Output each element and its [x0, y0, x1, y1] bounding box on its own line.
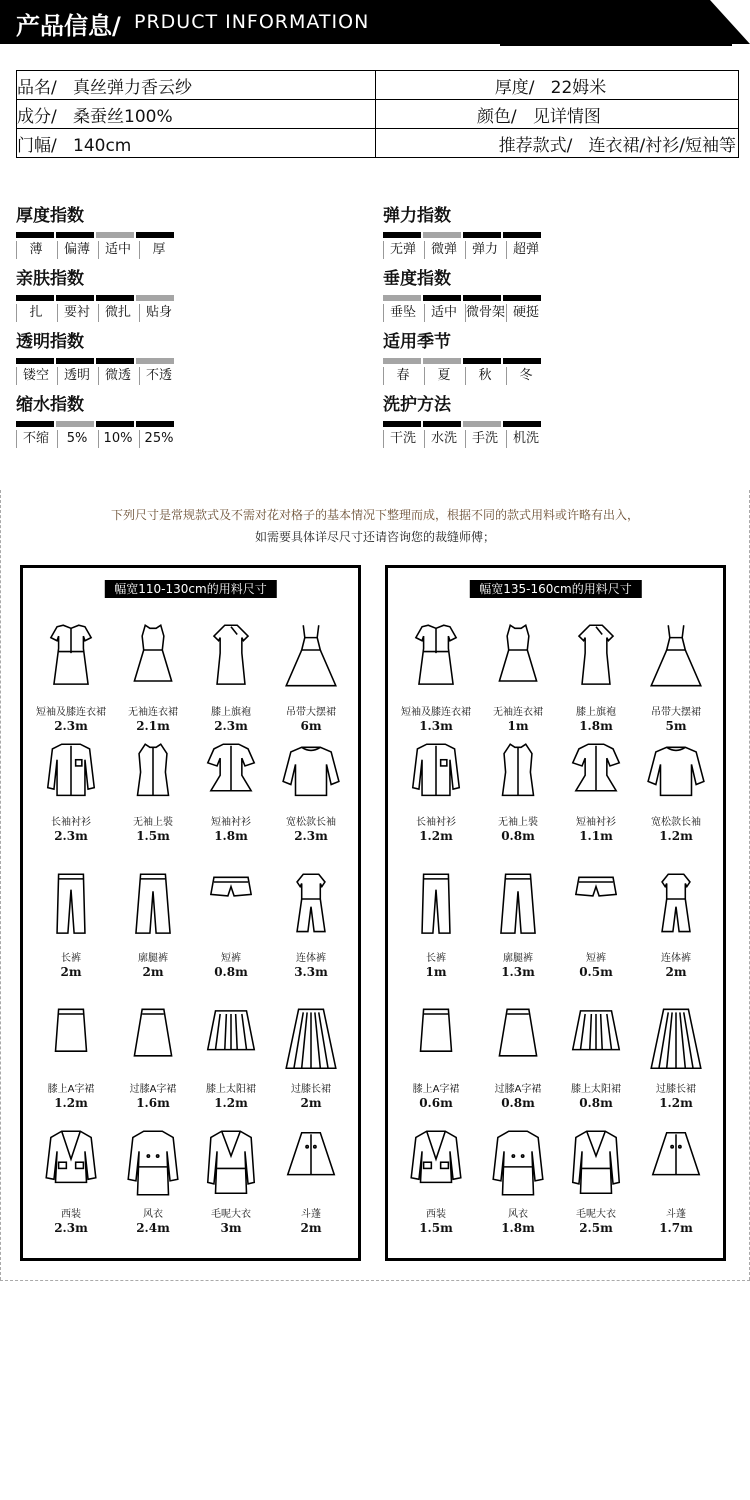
page-title: 产品信息/ — [16, 12, 121, 40]
garment-fabric-length: 3.3m — [294, 965, 328, 979]
index-tick-label: 适中 — [424, 304, 463, 322]
a-skirt-icon — [487, 993, 549, 1083]
garment-item — [556, 1118, 636, 1236]
garment-item — [191, 1118, 271, 1236]
peplum-shirt-icon — [565, 736, 627, 816]
garment-name: 膝上旗袍 — [211, 707, 251, 718]
garment-fabric-length: 1.2m — [419, 829, 453, 843]
index-tick-label: 春 — [383, 367, 422, 385]
index-block — [383, 267, 613, 322]
fabric-panel-narrow — [20, 565, 361, 1261]
info-cell — [376, 71, 739, 100]
garment-item — [191, 993, 271, 1111]
garment-fabric-length: 1.2m — [214, 1096, 248, 1110]
garment-item — [396, 608, 476, 734]
index-block — [383, 204, 613, 259]
garment-fabric-length: 1.2m — [659, 1096, 693, 1110]
blazer-icon — [405, 1118, 467, 1208]
divider — [0, 1280, 750, 1281]
index-segment — [136, 232, 174, 238]
garment-item — [113, 860, 193, 980]
index-tick-label: 超弹 — [506, 241, 545, 259]
garment-fabric-length: 0.5m — [579, 965, 613, 979]
index-segment — [423, 295, 461, 301]
index-block — [383, 330, 613, 385]
info-cell — [17, 100, 376, 129]
a-skirt-icon — [122, 993, 184, 1083]
info-cell — [17, 129, 376, 158]
gown-icon — [280, 608, 342, 706]
garment-fabric-length: 6m — [300, 719, 322, 733]
garment-item — [31, 993, 111, 1111]
garment-item — [636, 608, 716, 734]
garment-fabric-length: 1m — [425, 965, 447, 979]
index-tick-label: 冬 — [506, 367, 545, 385]
garment-fabric-length: 2m — [665, 965, 687, 979]
index-tick-label: 微透 — [98, 367, 137, 385]
pleated-skirt-icon — [200, 993, 262, 1083]
garment-item — [478, 860, 558, 980]
garment-name: 吊带大摆裙 — [651, 707, 701, 718]
garment-fabric-length: 2m — [142, 965, 164, 979]
index-tick-label: 垂坠 — [383, 304, 422, 322]
index-bar — [16, 295, 246, 301]
garment-item — [191, 608, 271, 734]
index-bar — [383, 295, 613, 301]
info-label: 厚度/ — [494, 77, 535, 98]
garment-fabric-length: 1m — [507, 719, 529, 733]
cape-icon — [280, 1118, 342, 1208]
index-segment — [423, 232, 461, 238]
jumpsuit-icon — [645, 860, 707, 952]
garment-name: 膝上太阳裙 — [206, 1084, 256, 1095]
garment-item — [478, 736, 558, 844]
garment-name: 风衣 — [508, 1209, 528, 1220]
garment-item — [636, 1118, 716, 1236]
garment-item — [191, 736, 271, 844]
index-segment — [463, 358, 501, 364]
shirt-dress-icon — [40, 608, 102, 706]
index-title: 透明指数 — [16, 332, 84, 352]
panel-title: 幅宽110-130cm的用料尺寸 — [104, 580, 276, 598]
index-tick-label: 微扎 — [98, 304, 137, 322]
info-label: 品名/ — [17, 77, 57, 98]
garment-fabric-length: 3m — [220, 1221, 242, 1235]
info-label: 推荐款式/ — [498, 135, 573, 156]
garment-item — [113, 993, 193, 1111]
garment-name: 膝上A字裙 — [47, 1084, 95, 1095]
index-segment — [136, 421, 174, 427]
garment-fabric-length: 1.8m — [214, 829, 248, 843]
info-value: 真丝弹力香云纱 — [73, 77, 192, 98]
index-tick-label: 适中 — [98, 241, 137, 259]
garment-item — [556, 860, 636, 980]
page-subtitle: PRDUCT INFORMATION — [134, 11, 370, 33]
info-label: 门幅/ — [17, 135, 57, 156]
garment-item — [478, 608, 558, 734]
garment-fabric-length: 2.3m — [54, 829, 88, 843]
index-block — [16, 393, 246, 448]
garment-fabric-length: 2m — [300, 1221, 322, 1235]
table-row — [17, 71, 739, 100]
garment-name: 膝上旗袍 — [576, 707, 616, 718]
index-bar — [383, 421, 613, 427]
garment-fabric-length: 0.8m — [214, 965, 248, 979]
index-block — [16, 204, 246, 259]
index-tick-label: 水洗 — [424, 430, 463, 448]
index-tick-label: 不透 — [139, 367, 178, 385]
short-skirt-icon — [405, 993, 467, 1083]
garment-fabric-length: 1.3m — [501, 965, 535, 979]
garment-fabric-length: 2.5m — [579, 1221, 613, 1235]
garment-name: 短袖衬衫 — [211, 817, 251, 828]
garment-name: 毛呢大衣 — [576, 1209, 616, 1220]
wool-coat-icon — [565, 1118, 627, 1208]
garment-fabric-length: 2m — [60, 965, 82, 979]
garment-item — [271, 736, 351, 844]
vest-top-icon — [122, 736, 184, 816]
garment-name: 长裤 — [426, 953, 446, 964]
garment-name: 宽松款长袖 — [651, 817, 701, 828]
garment-name: 斗蓬 — [666, 1209, 686, 1220]
long-pleated-skirt-icon — [280, 993, 342, 1083]
index-segment — [96, 295, 134, 301]
garment-item — [113, 608, 193, 734]
index-tick-label: 干洗 — [383, 430, 422, 448]
garment-name: 无袖连衣裙 — [493, 707, 543, 718]
garment-fabric-length: 0.8m — [501, 829, 535, 843]
garment-fabric-length: 1.2m — [54, 1096, 88, 1110]
garment-fabric-length: 2m — [300, 1096, 322, 1110]
index-segment — [463, 295, 501, 301]
garment-fabric-length: 0.8m — [579, 1096, 613, 1110]
garment-name: 长袖衬衫 — [51, 817, 91, 828]
index-block — [16, 267, 246, 322]
garment-name: 过膝长裙 — [291, 1084, 331, 1095]
wide-pants-icon — [487, 860, 549, 952]
garment-name: 无袖上裝 — [498, 817, 538, 828]
usage-note: 下列尺寸是常规款式及不需对花对格子的基本情况下整理而成，根据不同的款式用料或许略有出入， — [110, 508, 639, 522]
garment-name: 长裤 — [61, 953, 81, 964]
index-title: 缩水指数 — [16, 395, 84, 415]
wide-pants-icon — [122, 860, 184, 952]
loose-blouse-icon — [645, 736, 707, 816]
garment-item — [556, 993, 636, 1111]
shirt-dress-icon — [405, 608, 467, 706]
index-segment — [96, 358, 134, 364]
garment-name: 短袖衬衫 — [576, 817, 616, 828]
garment-item — [478, 1118, 558, 1236]
shorts-icon — [200, 860, 262, 952]
garment-name: 过膝长裙 — [656, 1084, 696, 1095]
index-segment — [16, 295, 54, 301]
info-cell — [376, 100, 739, 129]
index-title: 洗护方法 — [383, 395, 451, 415]
garment-item — [636, 860, 716, 980]
garment-name: 膝上太阳裙 — [571, 1084, 621, 1095]
table-row — [17, 100, 739, 129]
garment-name: 膝上A字裙 — [412, 1084, 460, 1095]
index-segment — [16, 232, 54, 238]
garment-item — [271, 993, 351, 1111]
garment-item — [113, 1118, 193, 1236]
header-underline — [500, 44, 732, 46]
garment-item — [636, 736, 716, 844]
info-label: 成分/ — [17, 106, 57, 127]
garment-name: 西装 — [426, 1209, 446, 1220]
long-pleated-skirt-icon — [645, 993, 707, 1083]
index-segment — [383, 232, 421, 238]
peplum-shirt-icon — [200, 736, 262, 816]
garment-name: 廓腿裤 — [138, 953, 168, 964]
qipao-icon — [200, 608, 262, 706]
index-tick-label: 薄 — [16, 241, 55, 259]
garment-item — [396, 1118, 476, 1236]
garment-fabric-length: 1.8m — [501, 1221, 535, 1235]
garment-fabric-length: 1.5m — [136, 829, 170, 843]
garment-name: 过膝A字裙 — [494, 1084, 542, 1095]
index-tick-label: 微弹 — [424, 241, 463, 259]
garment-fabric-length: 1.1m — [579, 829, 613, 843]
garment-name: 西装 — [61, 1209, 81, 1220]
index-segment — [383, 421, 421, 427]
info-value: 140cm — [73, 135, 132, 156]
table-row — [17, 129, 739, 158]
info-value: 见详情图 — [532, 106, 601, 127]
index-title: 垂度指数 — [383, 269, 451, 289]
garment-item — [396, 736, 476, 844]
info-value: 22姆米 — [550, 77, 607, 98]
garment-fabric-length: 1.5m — [419, 1221, 453, 1235]
garment-fabric-length: 1.7m — [659, 1221, 693, 1235]
index-tick-label: 10% — [98, 430, 137, 448]
sleeveless-dress-icon — [487, 608, 549, 706]
index-tick-label: 扎 — [16, 304, 55, 322]
garment-fabric-length: 5m — [665, 719, 687, 733]
garment-item — [31, 1118, 111, 1236]
index-tick-label: 要衬 — [57, 304, 96, 322]
garment-fabric-length: 2.3m — [54, 1221, 88, 1235]
index-tick-label: 手洗 — [465, 430, 504, 448]
garment-fabric-length: 0.6m — [419, 1096, 453, 1110]
index-segment — [503, 358, 541, 364]
index-tick-label: 机洗 — [506, 430, 545, 448]
index-segment — [96, 232, 134, 238]
product-info-table — [16, 70, 739, 158]
garment-name: 过膝A字裙 — [129, 1084, 177, 1095]
cape-icon — [645, 1118, 707, 1208]
garment-item — [31, 860, 111, 980]
garment-item — [556, 736, 636, 844]
garment-item — [113, 736, 193, 844]
garment-name: 毛呢大衣 — [211, 1209, 251, 1220]
sleeveless-dress-icon — [122, 608, 184, 706]
index-tick-label: 5% — [57, 430, 96, 448]
garment-item — [191, 860, 271, 980]
index-tick-label: 秋 — [465, 367, 504, 385]
index-segment — [56, 232, 94, 238]
index-bar — [16, 232, 246, 238]
garment-item — [396, 860, 476, 980]
index-bar — [383, 232, 613, 238]
vest-top-icon — [487, 736, 549, 816]
garment-item — [271, 1118, 351, 1236]
index-segment — [56, 358, 94, 364]
index-tick-label: 微骨架 — [466, 305, 506, 320]
garment-name: 连体裤 — [661, 953, 691, 964]
garment-name: 短袖及膝连衣裙 — [401, 707, 471, 718]
index-segment — [423, 421, 461, 427]
index-block — [383, 393, 613, 448]
index-tick-label: 镂空 — [16, 367, 55, 385]
garment-fabric-length: 0.8m — [501, 1096, 535, 1110]
garment-item — [556, 608, 636, 734]
index-segment — [56, 421, 94, 427]
qipao-icon — [565, 608, 627, 706]
index-tick-label: 无弹 — [383, 241, 422, 259]
garment-name: 短裤 — [221, 953, 241, 964]
loose-blouse-icon — [280, 736, 342, 816]
garment-fabric-length: 1.8m — [579, 719, 613, 733]
index-tick-label: 贴身 — [139, 304, 178, 322]
info-value: 连衣裙/衬衫/短袖等 — [588, 135, 736, 156]
trousers-icon — [40, 860, 102, 952]
garment-item — [271, 608, 351, 734]
index-bar — [16, 421, 246, 427]
garment-item — [396, 993, 476, 1111]
trench-coat-icon — [122, 1118, 184, 1208]
index-bar — [16, 358, 246, 364]
usage-note-2: 如需要具体详尽尺寸还请咨询您的裁缝师傅； — [254, 530, 495, 544]
trousers-icon — [405, 860, 467, 952]
index-title: 弹力指数 — [383, 206, 451, 226]
garment-fabric-length: 2.4m — [136, 1221, 170, 1235]
index-tick-label: 透明 — [57, 367, 96, 385]
garment-item — [636, 993, 716, 1111]
fabric-panel-wide — [385, 565, 726, 1261]
info-value: 桑蚕丝100% — [73, 106, 173, 127]
garment-name: 短裤 — [586, 953, 606, 964]
index-title: 亲肤指数 — [16, 269, 84, 289]
garment-item — [31, 736, 111, 844]
garment-name: 斗蓬 — [301, 1209, 321, 1220]
garment-name: 无袖上裝 — [133, 817, 173, 828]
index-segment — [56, 295, 94, 301]
info-label: 颜色/ — [476, 106, 517, 127]
index-tick-label: 25% — [139, 430, 178, 448]
garment-fabric-length: 2.1m — [136, 719, 170, 733]
wool-coat-icon — [200, 1118, 262, 1208]
garment-fabric-length: 2.3m — [54, 719, 88, 733]
long-shirt-icon — [40, 736, 102, 816]
garment-item — [31, 608, 111, 734]
index-segment — [503, 295, 541, 301]
jumpsuit-icon — [280, 860, 342, 952]
index-segment — [136, 295, 174, 301]
garment-name: 风衣 — [143, 1209, 163, 1220]
garment-name: 廓腿裤 — [503, 953, 533, 964]
shorts-icon — [565, 860, 627, 952]
long-shirt-icon — [405, 736, 467, 816]
garment-fabric-length: 2.3m — [214, 719, 248, 733]
index-segment — [503, 421, 541, 427]
garment-name: 短袖及膝连衣裙 — [36, 707, 106, 718]
index-segment — [16, 358, 54, 364]
garment-name: 宽松款长袖 — [286, 817, 336, 828]
index-segment — [423, 358, 461, 364]
trench-coat-icon — [487, 1118, 549, 1208]
panel-title: 幅宽135-160cm的用料尺寸 — [469, 580, 641, 598]
index-segment — [383, 358, 421, 364]
index-segment — [463, 421, 501, 427]
blazer-icon — [40, 1118, 102, 1208]
index-segment — [96, 421, 134, 427]
index-title: 适用季节 — [383, 332, 451, 352]
info-cell — [376, 129, 739, 158]
garment-name: 长袖衬衫 — [416, 817, 456, 828]
index-segment — [463, 232, 501, 238]
garment-name: 无袖连衣裙 — [128, 707, 178, 718]
index-segment — [16, 421, 54, 427]
garment-name: 吊带大摆裙 — [286, 707, 336, 718]
garment-fabric-length: 1.6m — [136, 1096, 170, 1110]
index-title: 厚度指数 — [16, 206, 84, 226]
gown-icon — [645, 608, 707, 706]
index-tick-label: 硬挺 — [506, 304, 545, 322]
index-segment — [383, 295, 421, 301]
index-block — [16, 330, 246, 385]
garment-fabric-length: 1.2m — [659, 829, 693, 843]
short-skirt-icon — [40, 993, 102, 1083]
garment-fabric-length: 1.3m — [419, 719, 453, 733]
info-cell — [17, 71, 376, 100]
index-tick-label: 不缩 — [16, 430, 55, 448]
garment-name: 连体裤 — [296, 953, 326, 964]
index-tick-label: 厚 — [139, 241, 178, 259]
index-tick-label: 夏 — [424, 367, 463, 385]
index-tick-label: 偏薄 — [57, 241, 96, 259]
index-segment — [136, 358, 174, 364]
index-segment — [503, 232, 541, 238]
garment-item — [271, 860, 351, 980]
index-tick-label: 弹力 — [465, 241, 504, 259]
index-bar — [383, 358, 613, 364]
garment-item — [478, 993, 558, 1111]
pleated-skirt-icon — [565, 993, 627, 1083]
garment-fabric-length: 2.3m — [294, 829, 328, 843]
